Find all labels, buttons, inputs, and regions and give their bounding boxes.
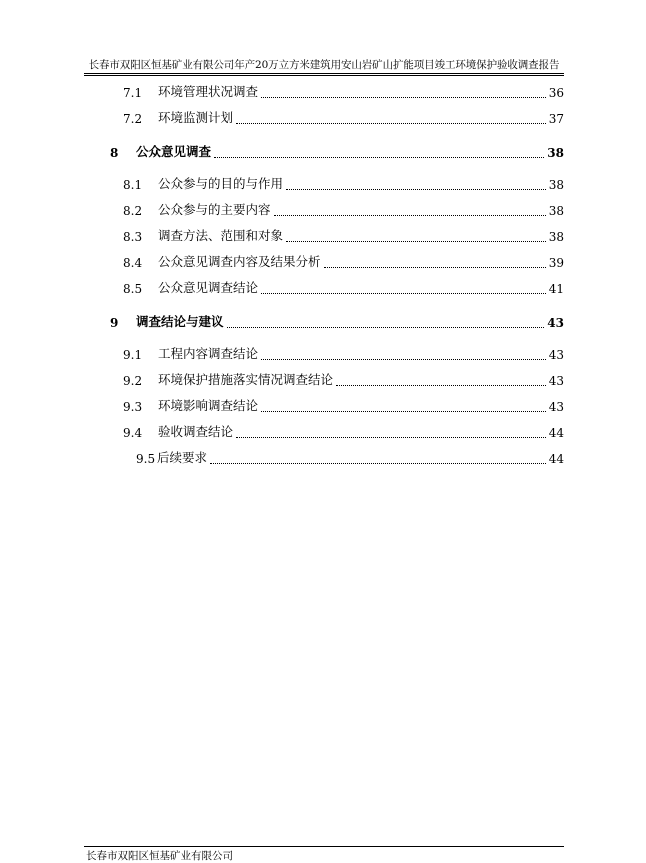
toc-entry[interactable]	[0, 84, 646, 102]
toc-entry-title: 后续要求	[157, 450, 208, 465]
toc-dot-leader	[274, 215, 546, 216]
toc-entry-title: 调查结论与建议	[136, 314, 224, 329]
toc-entry-title: 公众参与的主要内容	[158, 202, 271, 217]
toc-dot-leader	[286, 241, 546, 242]
footer-rule	[84, 846, 564, 847]
toc-entry-page: 38	[548, 178, 564, 192]
toc-entry-number: 7.2	[123, 112, 143, 126]
toc-entry-number: 8.5	[123, 282, 143, 296]
toc-entry-title: 公众参与的目的与作用	[158, 176, 284, 191]
toc-entry-number: 8.3	[123, 230, 143, 244]
toc-entry-number: 8.2	[123, 204, 143, 218]
toc-entry-title: 验收调查结论	[158, 424, 234, 439]
toc-entry-title: 环境管理状况调查	[158, 84, 259, 99]
toc-dot-leader	[261, 97, 546, 98]
page-footer-company: 长春市双阳区恒基矿业有限公司	[86, 850, 233, 862]
toc-entry-number: 9.1	[123, 348, 143, 362]
header-rule	[84, 73, 564, 74]
toc-entry-title: 公众意见调查	[136, 144, 212, 159]
toc-entry-page: 38	[547, 146, 564, 160]
toc-dot-leader	[261, 293, 546, 294]
toc-entry-page: 43	[548, 374, 564, 388]
header-rule-thin	[84, 75, 564, 76]
toc-entry-page: 38	[548, 204, 564, 218]
toc-entry[interactable]	[0, 254, 646, 272]
toc-entry-page: 43	[547, 316, 564, 330]
toc-entry[interactable]	[0, 450, 646, 468]
toc-dot-leader	[236, 437, 546, 438]
toc-dot-leader	[236, 123, 546, 124]
toc-entry-page: 41	[548, 282, 564, 296]
toc-entry-title: 环境监测计划	[158, 110, 234, 125]
toc-entry-page: 43	[548, 348, 564, 362]
toc-entry[interactable]	[0, 202, 646, 220]
toc-entry-title: 环境保护措施落实情况调查结论	[158, 372, 334, 387]
toc-entry-page: 37	[548, 112, 564, 126]
toc-entry[interactable]	[0, 372, 646, 390]
toc-entry-page: 43	[548, 400, 564, 414]
toc-entry-page: 38	[548, 230, 564, 244]
toc-dot-leader	[286, 189, 546, 190]
toc-entry[interactable]	[0, 346, 646, 364]
toc-entry-number: 9.4	[123, 426, 143, 440]
toc-dot-leader	[261, 359, 546, 360]
toc-dot-leader	[227, 327, 544, 328]
toc-entry-title: 调查方法、范围和对象	[158, 228, 284, 243]
toc-entry-number: 9.5	[136, 452, 156, 466]
toc-entry[interactable]	[0, 176, 646, 194]
toc-entry-title: 公众意见调查结论	[158, 280, 259, 295]
toc-dot-leader	[214, 157, 544, 158]
page-header-title: 长春市双阳区恒基矿业有限公司年产20万立方米建筑用安山岩矿山扩能项目竣工环境保护验收调查报告	[88, 59, 560, 71]
toc-entry-page: 39	[548, 256, 564, 270]
toc-entry[interactable]	[0, 424, 646, 442]
toc-entry[interactable]	[0, 280, 646, 298]
toc-entry-number: 9.2	[123, 374, 143, 388]
toc-dot-leader	[210, 463, 546, 464]
toc-entry-page: 44	[548, 426, 564, 440]
toc-entry[interactable]	[0, 110, 646, 128]
toc-entry-number: 7.1	[123, 86, 143, 100]
toc-entry[interactable]	[0, 144, 646, 162]
toc-entry[interactable]	[0, 314, 646, 332]
toc-entry-title: 公众意见调查内容及结果分析	[158, 254, 321, 269]
toc-entry-page: 36	[548, 86, 564, 100]
toc-entry-title: 工程内容调查结论	[158, 346, 259, 361]
toc-entry[interactable]	[0, 398, 646, 416]
toc-entry[interactable]	[0, 228, 646, 246]
toc-entry-page: 44	[548, 452, 564, 466]
toc-entry-title: 环境影响调查结论	[158, 398, 259, 413]
toc-entry-number: 8.1	[123, 178, 143, 192]
toc-entry-number: 8	[110, 146, 119, 160]
toc-entry-number: 9	[110, 316, 119, 330]
toc-entry-number: 8.4	[123, 256, 143, 270]
toc-dot-leader	[324, 267, 546, 268]
toc-dot-leader	[336, 385, 546, 386]
toc-dot-leader	[261, 411, 546, 412]
toc-entry-number: 9.3	[123, 400, 143, 414]
